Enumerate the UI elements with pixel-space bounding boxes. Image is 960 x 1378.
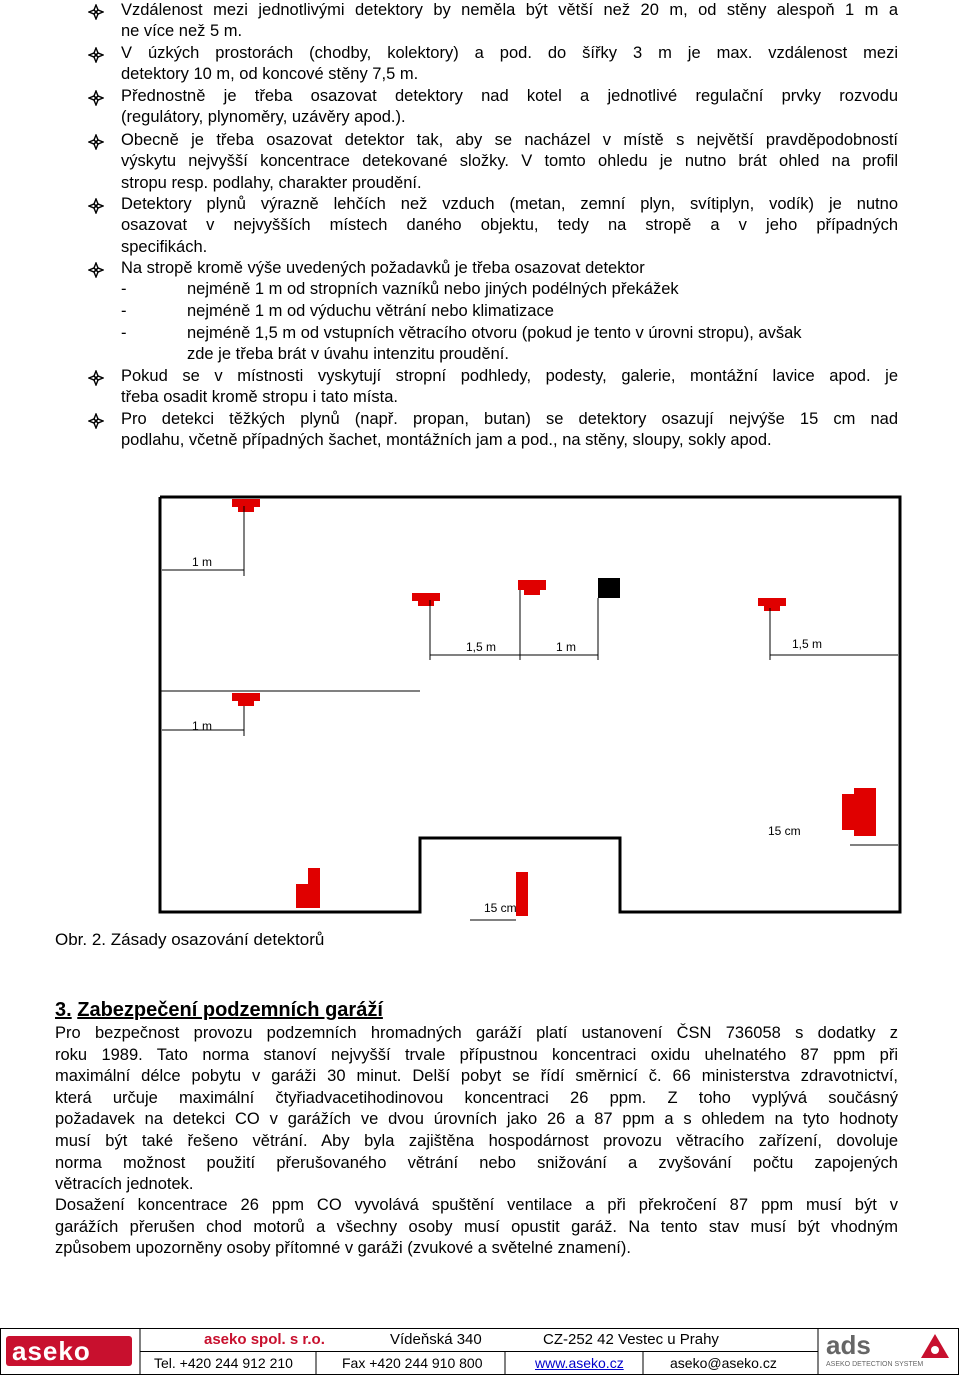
detector-top-left — [232, 499, 260, 512]
bullet-diamond-icon — [88, 198, 104, 214]
sublist-dash: - — [121, 302, 127, 320]
section-paragraph-2 — [55, 1195, 898, 1260]
bullet-2-line: V úzkých prostorách (chodby, kolektory) a pod. do šířky 3 m je max. vzdálenost mezi — [121, 44, 898, 62]
footer-street: Vídeňská 340 — [390, 1331, 482, 1348]
bullet-7-line: Pokud se v místnosti vyskytují stropní podhledy, podesty, galerie, montážní lavice apod. je — [121, 367, 898, 385]
ads-logo: ads ASEKO DETECTION SYSTEM — [824, 1331, 954, 1372]
dim-label-top-left: 1 m — [192, 555, 213, 569]
detector-right-wall — [842, 788, 876, 836]
paragraph-line: požadavek na detekci CO v garážích ve dvou úrovních jako 26 a 87 ppm a s ohledem na tyto hodnoty — [55, 1110, 898, 1129]
dim-label-right-wall: 15 cm — [768, 824, 801, 838]
room-walls — [160, 497, 900, 912]
paragraph-line: větracích jednotek. — [55, 1175, 194, 1194]
bullet-5-line: specifikách. — [121, 237, 208, 256]
sublist-dash: - — [121, 324, 127, 342]
bullet-3-line: Přednostně je třeba osazovat detektory nad kotel a jednotlivé regulační prvky rozvodu — [121, 87, 898, 105]
bullet-4-line: výskytu nejvyšší koncentrace detekované složky. V tomto ohledu je nutno brát ohled na profil — [121, 152, 898, 171]
sublist-item-2-line: nejméně 1 m od výduchu větrání nebo klimatizace — [187, 302, 554, 320]
footer-tel: Tel. +420 244 912 210 — [154, 1355, 293, 1371]
bullet-diamond-icon — [88, 370, 104, 386]
bullet-2-line: detektory 10 m, od koncové stěny 7,5 m. — [121, 65, 419, 84]
paragraph-line: Pro bezpečnost provozu podzemních hromadných garáží platí ustanovení ČSN 736058 s dodatky z — [55, 1024, 898, 1042]
vent-outlet — [598, 578, 620, 598]
dim-label-right-top: 1,5 m — [792, 637, 823, 651]
paragraph-line: způsobem upozorněny osoby přítomné v garáži (zvukové a světelné znamení). — [55, 1239, 631, 1258]
bullet-5-line: osazovat v nejvyšších místech daného objektu, tedy na stropě a v jeho případných — [121, 216, 898, 235]
dim-label-middle-left: 1 m — [192, 719, 213, 733]
footer-web-link[interactable]: www.aseko.cz — [535, 1355, 624, 1371]
bullet-diamond-icon — [88, 413, 104, 429]
bullet-8-line: podlahu, včetně případných šachet, montážních jam a pod., na stěny, sloupy, sokly apod. — [121, 431, 772, 450]
paragraph-line: musí být také řešeno větrání. Aby byla zajištěna hospodárnost provozu větracího zařízení, dovoluje — [55, 1131, 898, 1150]
detector-bottom-right — [516, 872, 528, 916]
bullet-diamond-icon — [88, 134, 104, 150]
paragraph-line: Dosažení koncentrace 26 ppm CO vyvolává spuštění ventilace a při překročení 87 ppm musí být v — [55, 1196, 898, 1214]
section-number: 3. — [55, 999, 72, 1021]
dim-label-center-b: 1 m — [556, 640, 577, 654]
paragraph-line: která určuje maximální čtyřiadvacetihodinovou koncentraci 26 ppm. Z toho vyplývá součásný — [55, 1088, 898, 1107]
section-heading — [55, 998, 383, 1022]
footer — [0, 1328, 960, 1376]
detector-bottom-left — [296, 868, 320, 908]
sublist-dash: - — [121, 280, 127, 298]
detector-right — [758, 598, 786, 611]
bullet-8-line: Pro detekci těžkých plynů (např. propan, butan) se detektory osazují nejvýše 15 cm nad — [121, 410, 898, 428]
bullet-1-line: Vzdálenost mezi jednotlivými detektory by neměla být větší než 20 m, od stěny alespoň 1 m a — [121, 1, 898, 19]
bullet-5-line: Detektory plynů výrazně lehčích než vzduch (metan, zemní plyn, svítiplyn, vodík) je nutno — [121, 195, 898, 213]
sublist-item-1-line: nejméně 1 m od stropních vazníků nebo jiných podélných překážek — [187, 280, 679, 298]
footer-city: CZ-252 42 Vestec u Prahy — [543, 1331, 719, 1348]
paragraph-line: garážích přerušen chod motorů a všechny osoby musí opustit garáž. Na tento stav musí být vhodným — [55, 1217, 898, 1236]
bullet-4-line: Obecně je třeba osazovat detektor tak, aby se nacházel v místě s největší pravděpodobností — [121, 131, 898, 149]
paragraph-line: maximální délce pobytu v garáži 30 minut. Delší pobyt se řídí směrnicí č. 66 ministerstva zdravotnictví, — [55, 1067, 898, 1086]
bullet-3-line: (regulátory, plynoměry, uzávěry apod.). — [121, 108, 406, 127]
figure-caption: Obr. 2. Zásady osazování detektorů — [55, 930, 325, 949]
sublist-item-3-line: nejméně 1,5 m od vstupních větracího otvoru (pokud je tento v úrovni stropu), avšak — [187, 324, 802, 342]
paragraph-line: roku 1989. Tato norma stanoví nejvyšší trvale přípustnou koncentraci oxidu uhelnatého 87 ppm při — [55, 1045, 898, 1064]
dim-label-bottom: 15 cm — [484, 901, 517, 915]
bullet-4-line: stropu resp. podlahy, charakter proudění. — [121, 173, 422, 192]
detector-center-left — [412, 593, 440, 606]
bullet-7-line: třeba osadit kromě stropu i tato místa. — [121, 388, 398, 407]
aseko-logo: aseko — [6, 1336, 132, 1366]
bullet-diamond-icon — [88, 47, 104, 63]
footer-fax: Fax +420 244 910 800 — [342, 1355, 483, 1371]
bullet-6-line: Na stropě kromě výše uvedených požadavků je třeba osazovat detektor — [121, 259, 645, 277]
section-paragraph-1 — [55, 1023, 898, 1196]
dim-label-center-a: 1,5 m — [466, 640, 497, 654]
detector-middle-left — [232, 693, 260, 706]
sublist-item-3-line: zde je třeba brát v úvahu intenzitu proudění. — [187, 345, 509, 364]
footer-email[interactable]: aseko@aseko.cz — [670, 1355, 777, 1371]
detector-center-right — [518, 580, 546, 595]
bullet-diamond-icon — [88, 262, 104, 278]
section-title: Zabezpečení podzemních garáží — [77, 999, 383, 1021]
bullet-diamond-icon — [88, 4, 104, 20]
ads-logo-mark-icon — [920, 1333, 950, 1359]
bullet-diamond-icon — [88, 90, 104, 106]
detector-placement-diagram — [0, 480, 960, 930]
bullet-1-line: ne více než 5 m. — [121, 22, 243, 41]
footer-company: aseko spol. s r.o. — [204, 1331, 325, 1348]
paragraph-line: norma možnost použití přerušovaného větrání nebo snižování a zvyšování počtu zapojených — [55, 1153, 898, 1172]
